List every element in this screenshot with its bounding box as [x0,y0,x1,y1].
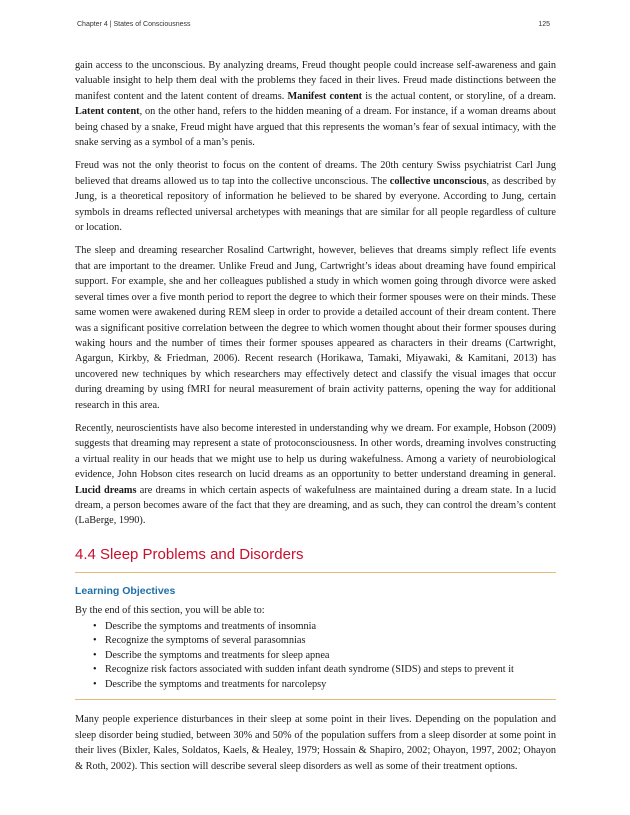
paragraph-jung: Freud was not the only theorist to focus on the content of dreams. The 20th century Swiss psychiatrist Carl Jung believed that dreams allowed us to tap into the collective unconscious. The collective unconscious, as described by Jung, is a theoretical repository of information he believed to be shared by everyone. According to Jung, certain symbols in dreams reflected universal archetypes with meanings that are similar for all people regardless of culture or location. [75,160,556,234]
learning-objectives-intro: By the end of this section, you will be able to: [75,604,265,616]
chapter-label: Chapter 4 | States of Consciousness [77,21,191,28]
paragraph-freud-dreams: gain access to the unconscious. By analyzing dreams, Freud thought people could increase self-awareness and gain valuable insight to help them deal with the problems they faced in their lives. Freud made distinctions between the manifest content and the latent content of dreams. Manifest content is the actual content, or storyline, of a dream. Latent content, on the other hand, refers to the hidden meaning of a dream. For instance, if a woman dreams about being chased by a snake, Freud might have argued that this represents the woman’s fear of sexual intimacy, with the snake serving as a symbol of a man’s penis. [75,60,556,149]
list-item: • Recognize the symptoms of several parasomnias [105,634,556,649]
term-collective-unconscious: collective unconscious [389,175,487,187]
objectives-list [75,620,556,693]
paragraph-cartwright: The sleep and dreaming researcher Rosalind Cartwright, however, believes that dreams simply reflect life events that are important to the dreamer. Unlike Freud and Jung, Cartwright’s ideas about dreaming have found empirical support. For example, she and her colleagues published a study in which women going through divorce were asked several times over a five month period to report the degree to which their former spouses were on their minds. These same women were awakened during REM sleep in order to provide a detailed account of their dream content. There was a significant positive correlation between the degree to which women thought about their former spouses during waking hours and the number of times their former spouses appeared as characters in their dreams (Cartwright, Agargun, Kirkby, & Friedman, 2006). Recent research (Horikawa, Tamaki, Miyawaki, & Kamitani, 2013) has uncovered new techniques by which researchers may effectively detect and classify the visual images that occur during dreaming by using fMRI for neural measurement of brain activity patterns, opening the way for additional research in this area. [75,245,556,411]
running-header [77,21,550,28]
list-item: • Describe the symptoms and treatments for narcolepsy [105,678,556,693]
learning-objectives-title: Learning Objectives [75,584,176,597]
term-lucid-dreams: Lucid dreams [75,484,137,496]
term-manifest-content: Manifest content [287,90,363,102]
term-latent-content: Latent content [75,106,140,118]
list-item: • Describe the symptoms and treatments for sleep apnea [105,649,556,664]
section-divider [75,572,556,573]
learning-objectives-box [75,585,556,693]
list-item: • Recognize risk factors associated with sudden infant death syndrome (SIDS) and steps to prevent it [105,663,556,678]
section-title: 4.4 Sleep Problems and Disorders [75,545,304,563]
page-number: 125 [538,21,550,28]
list-item: • Describe the symptoms and treatments of insomnia [105,620,556,635]
objectives-divider [75,699,556,700]
page-content [75,58,556,782]
paragraph-sleep-disorders-intro: Many people experience disturbances in their sleep at some point in their lives. Depending on the population and sleep disorder being studied, between 30% and 50% of the population suffers from a sleep disorder at some point in their lives (Bixler, Kales, Soldatos, Kaels, & Healey, 1979; Hossain & Shapiro, 2002; Ohayon, 1997, 2002; Ohayon & Roth, 2002). This section will describe several sleep disorders as well as some of their treatment options. [75,714,556,772]
paragraph-hobson: Recently, neuroscientists have also become interested in understanding why we dream. For example, Hobson (2009) suggests that dreaming may represent a state of protoconsciousness. In other words, dreaming involves constructing a virtual reality in our heads that we might use to help us during wakefulness. Among a variety of neurobiological evidence, John Hobson cites research on lucid dreams as an opportunity to better understand dreaming in general. Lucid dreams are dreams in which certain aspects of wakefulness are maintained during a dream state. In a lucid dream, a person becomes aware of the fact that they are dreaming, and as such, they can control the dream’s content (LaBerge, 1990). [75,422,556,527]
